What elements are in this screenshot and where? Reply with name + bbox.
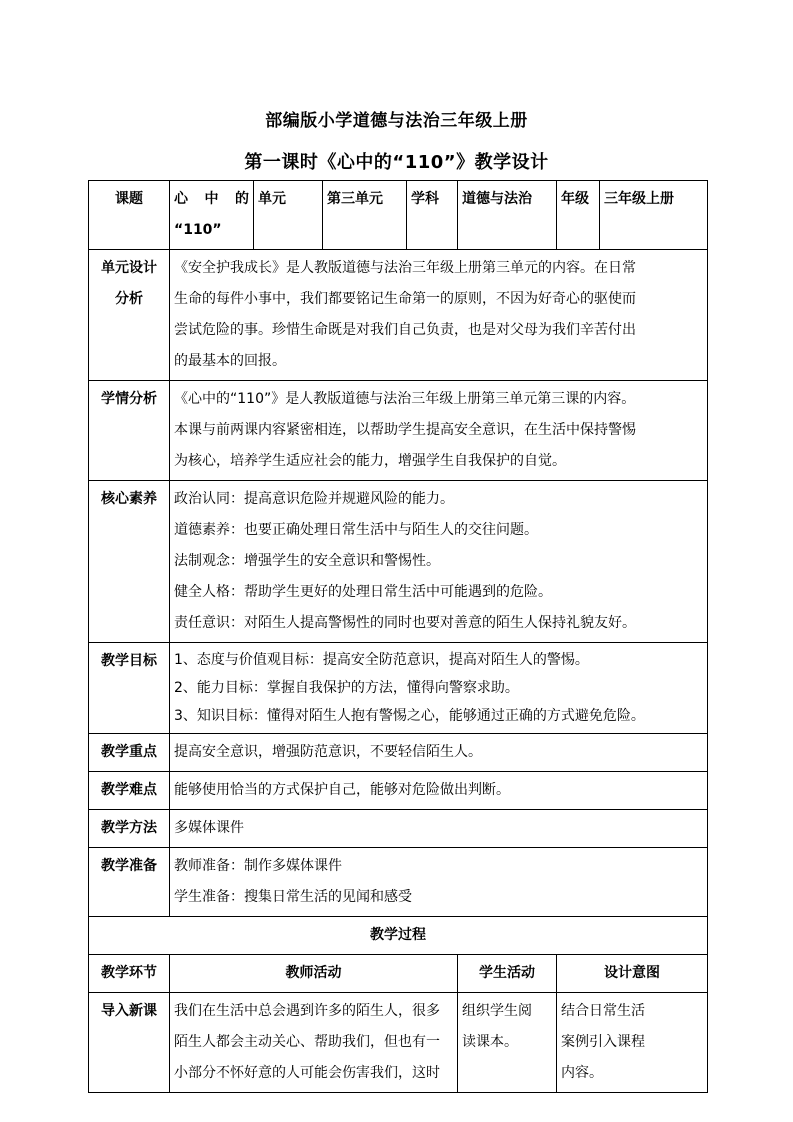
text-line: 结合日常生活 [561, 1003, 645, 1019]
key-points-row [89, 734, 708, 772]
methods-row [89, 810, 708, 848]
difficulties-row [89, 772, 708, 810]
unit-analysis-content [170, 250, 708, 381]
grade-label: 年级 [557, 181, 600, 250]
unit-analysis-label [89, 250, 170, 381]
student-analysis-label: 学情分析 [89, 381, 170, 481]
preparation-row [89, 848, 708, 917]
header-row [89, 181, 708, 250]
lesson-name-line: 心 中 的 [174, 191, 249, 207]
grade-value: 三年级上册 [600, 181, 708, 250]
student-analysis-content [170, 381, 708, 481]
core-literacy-content [170, 481, 708, 643]
key-points-content: 提高安全意识，增强防范意识，不要轻信陌生人。 [170, 734, 708, 772]
lesson-name-line: “110” [174, 222, 222, 238]
difficulties-label: 教学难点 [89, 772, 170, 810]
text-line: 《安全护我成长》是人教版道德与法治三年级上册第三单元的内容。在日常 [174, 260, 636, 276]
key-points-label: 教学重点 [89, 734, 170, 772]
unit-value: 第三单元 [323, 181, 407, 250]
text-line: 学生准备：搜集日常生活的见闻和感受 [174, 889, 412, 905]
text-line: 我们在生活中总会遇到许多的陌生人，很多 [174, 1003, 440, 1019]
process-title: 教学过程 [89, 917, 708, 955]
text-line: 法制观念：增强学生的安全意识和警惕性。 [174, 553, 440, 569]
text-line: 案例引入课程 [561, 1034, 645, 1050]
text-line: 读课本。 [462, 1034, 518, 1050]
column-header: 设计意图 [557, 955, 708, 993]
student-analysis-row [89, 381, 708, 481]
unit-label: 单元 [254, 181, 323, 250]
text-line: 2、能力目标：掌握自我保护的方法，懂得向警察求助。 [174, 680, 519, 696]
text-line: 道德素养：也要正确处理日常生活中与陌生人的交往问题。 [174, 522, 538, 538]
methods-label: 教学方法 [89, 810, 170, 848]
design-intent-cell [557, 993, 708, 1093]
text-line: 责任意识：对陌生人提高警惕性的同时也要对善意的陌生人保持礼貌友好。 [174, 615, 636, 631]
text-line: 政治认同：提高意识危险并规避风险的能力。 [174, 491, 454, 507]
process-title-row [89, 917, 708, 955]
goals-row [89, 643, 708, 734]
column-header: 教师活动 [170, 955, 458, 993]
text-line: 本课与前两课内容紧密相连，以帮助学生提高安全意识，在生活中保持警惕 [174, 422, 636, 438]
preparation-label: 教学准备 [89, 848, 170, 917]
subject-label: 学科 [407, 181, 458, 250]
text-line: 3、知识目标：懂得对陌生人抱有警惕之心，能够通过正确的方式避免危险。 [174, 708, 645, 724]
lesson-plan-table [88, 180, 708, 1093]
label-line: 分析 [115, 291, 143, 307]
table-row [89, 993, 708, 1093]
label-line: 单元设计 [101, 260, 157, 276]
core-literacy-row [89, 481, 708, 643]
text-line: 1、态度与价值观目标：提高安全防范意识，提高对陌生人的警惕。 [174, 652, 589, 668]
text-line: 《心中的“110”》是人教版道德与法治三年级上册第三单元第三课的内容。 [174, 391, 636, 407]
text-line: 为核心，培养学生适应社会的能力，增强学生自我保护的自觉。 [174, 453, 566, 469]
lesson-title: 第一课时《心中的“110”》教学设计 [244, 152, 549, 173]
preparation-content [170, 848, 708, 917]
lesson-name [170, 181, 254, 250]
column-header: 学生活动 [458, 955, 557, 993]
text-line: 小部分不怀好意的人可能会伤害我们，这时 [174, 1065, 440, 1081]
text-line: 内容。 [561, 1065, 603, 1081]
goals-label: 教学目标 [89, 643, 170, 734]
lesson-label: 课题 [89, 181, 170, 250]
student-activity-cell [458, 993, 557, 1093]
column-header: 教学环节 [89, 955, 170, 993]
document-title: 部编版小学道德与法治三年级上册 [265, 111, 528, 131]
subject-value: 道德与法治 [458, 181, 557, 250]
teacher-activity-cell [170, 993, 458, 1093]
text-line: 生命的每件小事中，我们都要铭记生命第一的原则，不因为好奇心的驱使而 [174, 291, 636, 307]
text-line: 陌生人都会主动关心、帮助我们，但也有一 [174, 1034, 440, 1050]
methods-content: 多媒体课件 [170, 810, 708, 848]
text-line: 的最基本的回报。 [174, 353, 286, 369]
process-header-row [89, 955, 708, 993]
text-line: 教师准备：制作多媒体课件 [174, 858, 342, 874]
core-literacy-label: 核心素养 [89, 481, 170, 643]
stage-cell: 导入新课 [89, 993, 170, 1093]
difficulties-content: 能够使用恰当的方式保护自己，能够对危险做出判断。 [170, 772, 708, 810]
text-line: 健全人格：帮助学生更好的处理日常生活中可能遇到的危险。 [174, 584, 552, 600]
text-line: 尝试危险的事。珍惜生命既是对我们自己负责，也是对父母为我们辛苦付出 [174, 322, 636, 338]
text-line: 组织学生阅 [462, 1003, 532, 1019]
goals-content [170, 643, 708, 734]
unit-analysis-row [89, 250, 708, 381]
